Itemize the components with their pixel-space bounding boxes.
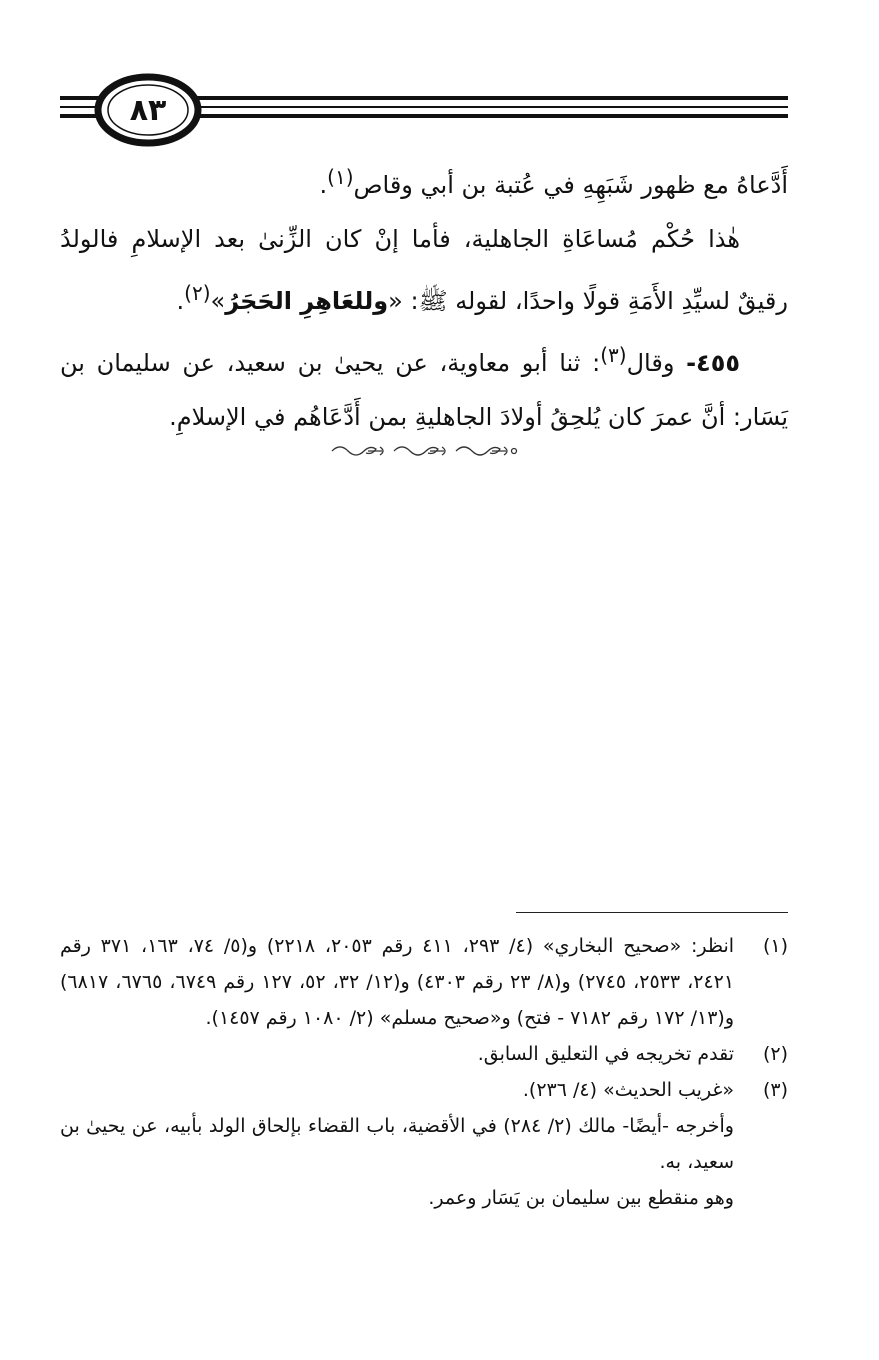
footnote-ref-3[interactable]: (٣) <box>600 343 627 367</box>
section-divider-ornament <box>328 440 518 462</box>
footnotes <box>60 928 788 1216</box>
paragraph-2-end: . <box>176 287 185 315</box>
main-paragraph-1: أَدَّعاهُ مع ظهور شَبَهِهِ في عُتبة بن أبي وقاص$^{(١)}$. <box>319 165 788 199</box>
footnote-text: «غريب الحديث» (٤/ ٢٣٦). <box>522 1079 734 1101</box>
footnote-text: انظر: «صحيح البخاري» (٤/ ٢٩٣، ٤١١ رقم ٢٠٥٣، ٢٢١٨) و(٥/ ٧٤، ١٦٣، ٣٧١ رقم ٢٤٢١، ٢٥٣٣، ٢٧٤٥) و(٨/ ٢٣ رقم ٤٣٠٣) و(١٢/ ٣٢، ٥٢، ١٢٧ رقم ٦٧٤٩، ٦٧٦٥، ٦٨١٧) و(١٣/ ١٧٢ رقم ٧١٨٢ - فتح) و«صحيح مسلم» (٢/ ١٠٨٠ رقم ١٤٥٧). <box>60 935 735 1029</box>
main-paragraph-2 <box>60 212 788 328</box>
page-number: ٨٣ <box>129 92 167 128</box>
paragraph-2-text: هٰذا حُكْم مُساعَاةِ الجاهلية، فأما إنْ كان الزِّنىٰ بعد الإسلامِ فالولدُ رقيقٌ لسيِّدِ الأَمَةِ قولًا واحدًا، لقوله ﷺ: « <box>60 225 788 315</box>
footnote-ref-1[interactable]: (١) <box>327 165 354 189</box>
quote-close: » <box>210 287 226 315</box>
footnote-ref-2[interactable]: (٢) <box>184 281 211 305</box>
item-number: ٤٥٥- <box>686 349 740 377</box>
main-line-1: أَدَّعاهُ مع ظهور شَبَهِهِ في عُتبة بن أبي وقاص <box>353 171 788 199</box>
footnote-3 <box>60 1072 788 1108</box>
item-said: وقال <box>626 349 675 377</box>
hadith-quote: وللعَاهِرِ الحَجَرُ <box>225 287 389 315</box>
page-header <box>60 72 788 148</box>
footnote-number: (١) <box>762 935 788 957</box>
item-text: : ثنا أبو معاوية، عن يحيىٰ بن سعيد، عن سليمان بن يَسَار: أنَّ عمرَ كان يُلحِقُ أولادَ الجاهليةِ بمن أَدَّعَاهُم في الإسلامِ. <box>60 349 788 431</box>
footnote-2 <box>60 1036 788 1072</box>
footnote-1 <box>60 928 788 1036</box>
main-paragraph-3 <box>60 328 788 444</box>
footnote-number: (٣) <box>762 1079 788 1101</box>
main-text <box>60 150 788 444</box>
footnote-text: تقدم تخريجه في التعليق السابق. <box>477 1043 734 1065</box>
footnote-separator <box>516 912 788 913</box>
footnote-number: (٢) <box>762 1043 788 1065</box>
footnote-3-continuation-2: وهو منقطع بين سليمان بن يَسَار وعمر. <box>428 1187 734 1209</box>
footnote-3-continuation-1: وأخرجه -أيضًا- مالك (٢/ ٢٨٤) في الأقضية، باب القضاء بإلحاق الولد بأبيه، عن يحيىٰ بن سعيد، به. <box>60 1115 734 1173</box>
